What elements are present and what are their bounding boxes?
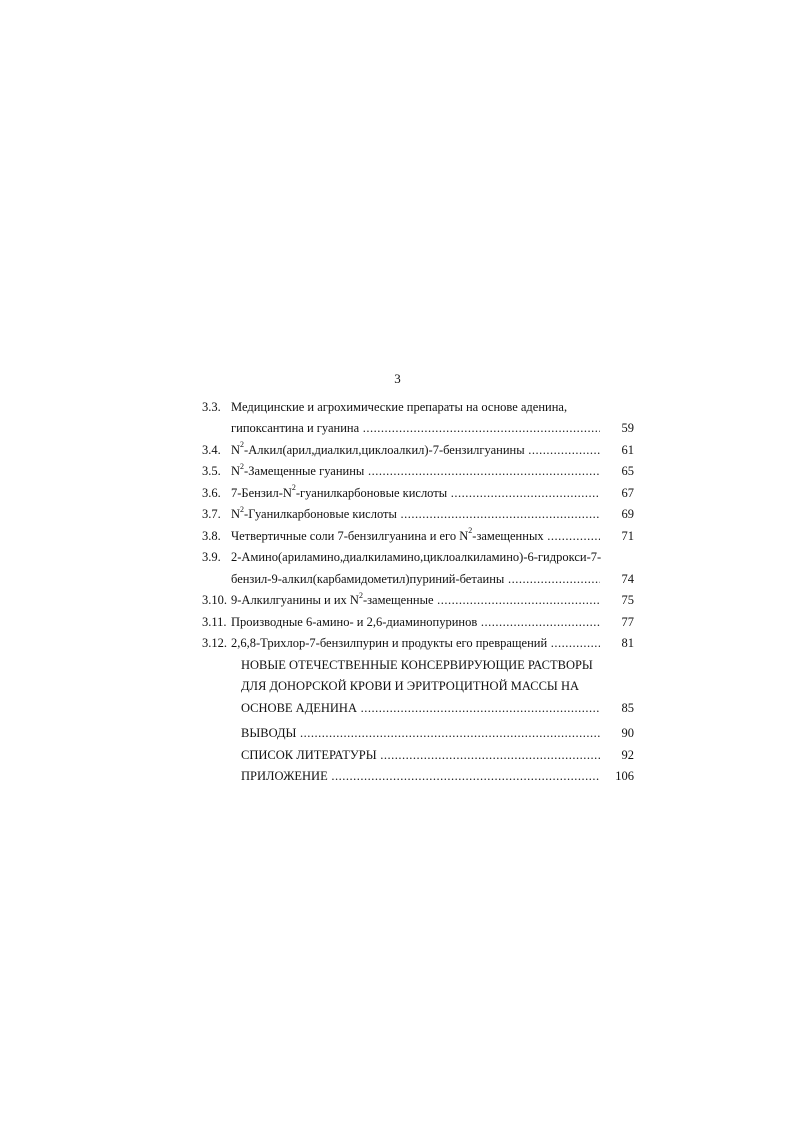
toc-entry-page: 75 [621,593,634,607]
toc-entry-page: 90 [621,726,634,740]
toc-entry-page: 67 [621,485,634,500]
toc-entry-title: Производные 6-амино- и 2,6-диаминопуринов ..... [231,612,600,633]
toc-entry-page: 92 [621,747,634,762]
toc-entry-title: $N^2$-Гуанилкарбоновые кислоты ..... [231,504,600,525]
toc-entry [202,439,634,461]
toc-entry-number: 3.10. [202,593,227,607]
toc-back-matter [202,766,634,788]
toc-entry-page: 81 [621,636,634,650]
toc-entry-page: 61 [621,442,634,457]
toc-chapter-continuation [202,676,634,698]
toc-entry-title: 9-Алкилгуанины и их $N^2$-замещенные ..... [231,590,600,611]
toc-entry-title: $N^2-Алкил(арил,диалкил,циклоалкил)-7$-бензилгуанины ..... [231,440,600,461]
toc-entry-number: 3.3. [202,399,221,414]
toc-entry-number: 3.5. [202,464,221,478]
toc-back-matter-title: ВЫВОДЫ ..... [231,723,600,744]
toc-entry-page: 74 [621,571,634,586]
toc-entry-page: 71 [621,528,634,543]
toc-back-matter [202,744,634,766]
toc-entry-page: 65 [621,464,634,478]
toc-entry-continuation [202,568,634,590]
toc-back-matter-title: ПРИЛОЖЕНИЕ ..... [231,766,600,787]
toc-entry-page: 85 [621,700,634,715]
toc-entry [202,396,634,418]
toc-entry [202,590,634,612]
toc-entry-title: 2-Амино(ариламино,диалкиламино,циклоалкиламино)-6-гидрокси-7- [231,550,602,564]
toc-entry-title: Медицинские и агрохимические препараты на основе аденина, [231,399,568,414]
toc-entry-number: 3.12. [202,636,227,650]
toc-entry [202,547,634,569]
toc-back-matter [202,723,634,745]
toc-entry [202,525,634,547]
toc-entry-number: 3.11. [202,614,227,629]
toc-entry [202,633,634,655]
toc-chapter-title: ОСНОВЕ АДЕНИНА ..... [231,698,600,719]
toc-entry-title: $7-Бензил-N^2$-гуанилкарбоновые кислоты ..... [231,483,600,504]
toc-entry-page: 69 [621,507,634,521]
toc-entry-title: 2,6,8-Трихлор-7-бензилпурин и продукты его превращений ..... [231,633,600,654]
toc-entry [202,461,634,483]
toc-entry-title: Четвертичные соли 7-бензилгуанина и его $N^2$-замещенных ..... [231,526,600,547]
toc-entry-page: 77 [621,614,634,629]
table-of-contents [202,396,634,787]
toc-entry-page: 59 [621,421,634,435]
toc-entry [202,482,634,504]
toc-chapter [202,654,634,676]
toc-entry-title: $N^2$-Замещенные гуанины ..... [231,461,600,482]
toc-chapter-continuation [202,697,634,719]
toc-entry-page: 106 [615,769,634,783]
toc-entry-number: 3.8. [202,528,221,543]
toc-back-matter-title: СПИСОК ЛИТЕРАТУРЫ ..... [231,745,600,766]
toc-entry-title: гипоксантина и гуанина ..... [231,418,600,439]
toc-chapter-title: НОВЫЕ ОТЕЧЕСТВЕННЫЕ КОНСЕРВИРУЮЩИЕ РАСТВОРЫ [241,657,593,672]
toc-entry [202,504,634,526]
toc-entry-number: 3.6. [202,485,221,500]
toc-entry-number: 3.9. [202,550,221,564]
page-number: 3 [394,371,401,386]
toc-entry-number: 3.7. [202,507,221,521]
toc-entry [202,611,634,633]
toc-entry-title: бензил-9-алкил(карбамидометил)пуриний-бетаины ..... [231,569,600,590]
toc-chapter-title: ДЛЯ ДОНОРСКОЙ КРОВИ И ЭРИТРОЦИТНОЙ МАССЫ НА [241,679,580,693]
toc-entry-number: 3.4. [202,442,221,457]
toc-entry-continuation [202,418,634,440]
